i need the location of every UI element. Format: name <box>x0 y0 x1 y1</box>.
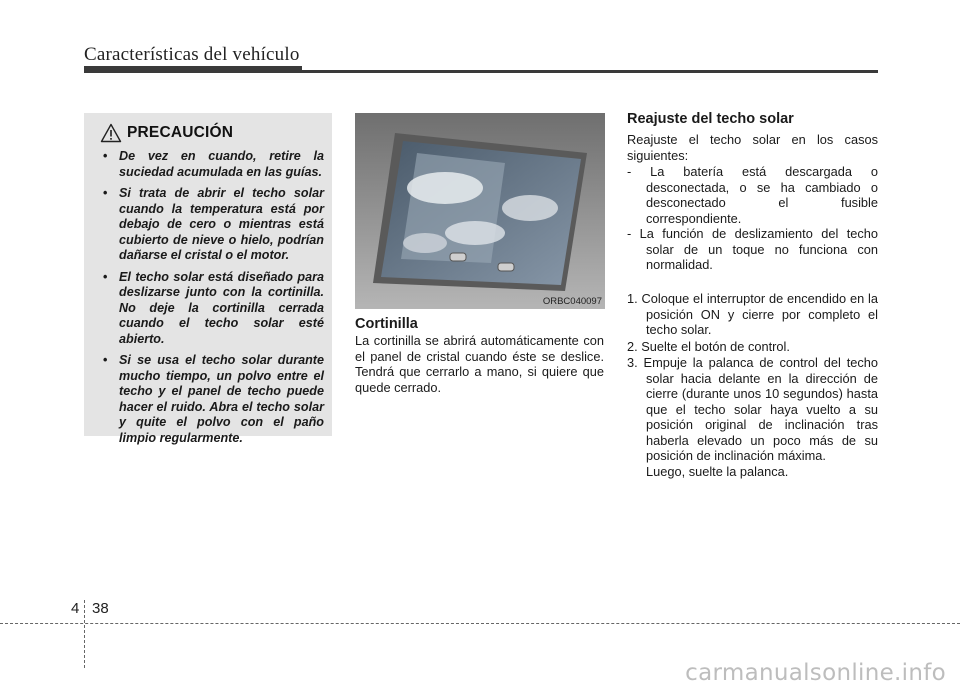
header-rule <box>84 70 878 73</box>
page-number: 38 <box>92 600 109 617</box>
chapter-number: 4 <box>71 600 80 617</box>
cortinilla-heading: Cortinilla <box>355 316 418 332</box>
reajuste-case: - La batería está descargada o desconectada, o se ha cambiado o desconectado el fusible correspondiente. <box>627 164 878 226</box>
caution-list <box>96 149 324 446</box>
caution-item: • El techo solar está diseñado para deslizarse junto con la cortinilla. No deje la cortinilla cerrada cuando el techo solar esté abierto. <box>103 269 324 346</box>
sunroof-photo <box>355 113 605 309</box>
reajuste-step: 3. Empuje la palanca de control del techo solar hacia delante en la dirección de cierre (durante unos 10 segundos) hasta que el techo solar haya vuelto a su posición original de inclinación tras haberla elevado un poco más de su posición de inclinación máxima. <box>627 355 878 463</box>
watermark: carmanualsonline.info <box>685 660 946 686</box>
photo-caption: ORBC040097 <box>542 296 602 307</box>
caution-title: PRECAUCIÓN <box>127 124 234 141</box>
caution-item: • De vez en cuando, retire la suciedad acumulada en las guías. <box>103 149 324 179</box>
warning-triangle-icon <box>100 123 122 143</box>
reajuste-step: 2. Suelte el botón de control. <box>627 339 790 354</box>
reajuste-final: Luego, suelte la palanca. <box>646 464 789 479</box>
caution-item: • Si trata de abrir el techo solar cuando la temperatura está por debajo de cero o mientras está cubierto de nieve o hielo, podrían dañarse el cristal o el motor. <box>103 186 324 262</box>
reajuste-heading: Reajuste del techo solar <box>627 111 794 127</box>
caution-item: • Si se usa el techo solar durante mucho tiempo, un polvo entre el techo y el panel de techo puede hacer el ruido. Abra el techo solar y quite el polvo con el paño limpio regularmente. <box>103 353 324 445</box>
footer-rule <box>0 623 960 624</box>
reajuste-case: - La función de deslizamiento del techo solar de un toque no funciona con normalidad. <box>627 226 878 272</box>
sunroof-illustration <box>355 113 605 309</box>
page-header-title: Características del vehículo <box>84 44 300 65</box>
reajuste-step: 1. Coloque el interruptor de encendido en la posición ON y cierre por completo el techo solar. <box>627 291 878 337</box>
reajuste-intro: Reajuste el techo solar en los casos siguientes: <box>627 132 878 163</box>
caution-header <box>100 123 324 143</box>
cortinilla-text: La cortinilla se abrirá automáticamente con el panel de cristal cuando éste se deslice. Tendrá que cerrarlo a mano, si quiere que quede cerrado. <box>355 333 604 395</box>
footer-divider <box>84 600 85 668</box>
caution-box <box>84 113 332 445</box>
